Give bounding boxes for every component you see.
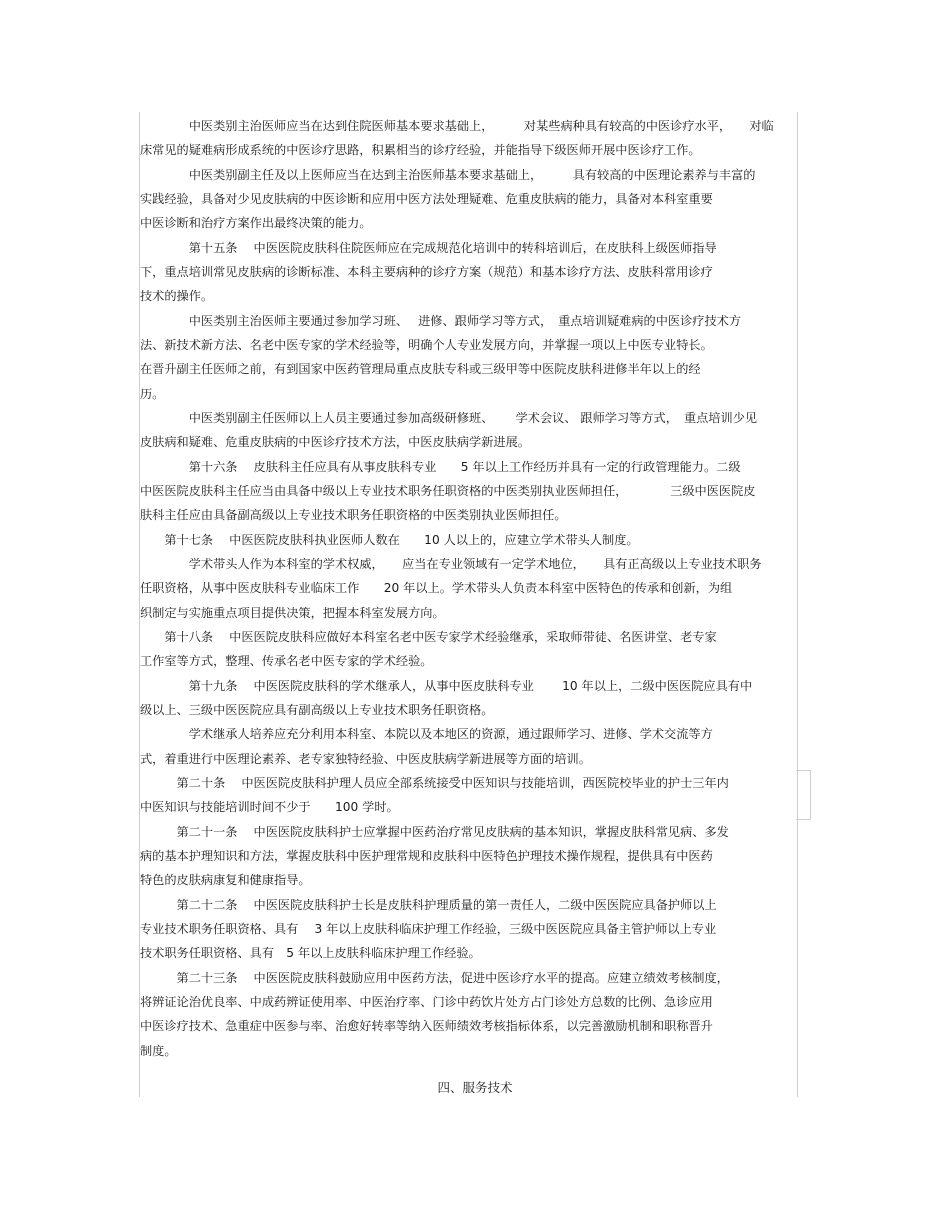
text-line: 第二十二条 中医医院皮肤科护士长是皮肤科护理质量的第一责任人，二级中医医院应具备护师以上: [140, 898, 717, 912]
text-line: 第十五条 中医医院皮肤科住院医师应在完成规范化培训中的转科培训后，在皮肤科上级医师指导: [140, 241, 717, 255]
text-line: 实践经验，具备对少见皮肤病的中医诊断和应用中医方法处理疑难、危重皮肤病的能力，具备对本科室重要: [140, 192, 713, 206]
text-line: 将辨证论治优良率、中成药辨证使用率、中医治疗率、门诊中药饮片处方占门诊处方总数的比例、急诊应用: [140, 995, 713, 1009]
text-line: 病的基本护理知识和方法，掌握皮肤科中医护理常规和皮肤科中医特色护理技术操作规程，提供具有中医药: [140, 849, 713, 863]
text-line: 中医类别副主任医师以上人员主要通过参加高级研修班、 学术会议、 跟师学习等方式， 重点培训少见: [140, 411, 758, 425]
text-line: 中医知识与技能培训时间不少于 100 学时。: [140, 800, 399, 814]
text-line: 专业技术职务任职资格、具有 3 年以上皮肤科临床护理工作经验，三级中医医院应具备主管护师以上专业: [140, 922, 717, 936]
text-line: 在晋升副主任医师之前，有到国家中医药管理局重点皮肤专科或三级甲等中医院皮肤科进修半年以上的经: [140, 362, 701, 376]
text-line: 中医诊断和治疗方案作出最终决策的能力。: [140, 216, 372, 230]
text-line: 法、新技术新方法、名老中医专家的学术经验等，明确个人专业发展方向，并掌握一项以上中医专业特长。: [140, 338, 713, 352]
text-line: 中医类别副主任及以上医师应当在达到主治医师基本要求基础上， 具有较高的中医理论素养与丰富的: [140, 168, 756, 182]
text-line: 肤科主任应由具备副高级以上专业技术职务任职资格的中医类别执业医师担任。: [140, 508, 567, 522]
text-line: 历。: [140, 387, 165, 401]
text-line: 学术继承人培养应充分利用本科室、本院以及本地区的资源，通过跟师学习、进修、学术交流等方: [140, 727, 713, 741]
text-line: 任职资格，从事中医皮肤科专业临床工作 20 年以上。学术带头人负责本科室中医特色的传承和创新，为组: [140, 581, 733, 595]
text-line: 中医诊疗技术、急重症中医参与率、治愈好转率等纳入医师绩效考核指标体系，以完善激励机制和职称晋升: [140, 1019, 713, 1033]
text-line: 第十八条 中医医院皮肤科应做好本科室名老中医专家学术经验继承，采取师带徒、名医讲堂、老专家: [140, 630, 717, 644]
text-line: 级以上、三级中医医院应具有副高级以上专业技术职务任职资格。: [140, 703, 494, 717]
text-line: 工作室等方式，整理、传承名老中医专家的学术经验。: [140, 654, 433, 668]
text-line: 第二十条 中医医院皮肤科护理人员应全部系统接受中医知识与技能培训，西医院校毕业的护士三年内: [140, 776, 729, 790]
text-line: 第十六条 皮肤科主任应具有从事皮肤科专业 5 年以上工作经历并具有一定的行政管理能力。二级: [140, 460, 741, 474]
page-edge-tab: [796, 770, 811, 820]
text-line: 特色的皮肤病康复和健康指导。: [140, 873, 311, 887]
text-line: 床常见的疑难病形成系统的中医诊疗思路，积累相当的诊疗经验，并能指导下级医师开展中医诊疗工作。: [140, 143, 701, 157]
text-line: 中医类别主治医师应当在达到住院医师基本要求基础上， 对某些病种具有较高的中医诊疗水平， 对临: [140, 119, 774, 133]
text-line: 第十九条 中医医院皮肤科的学术继承人，从事中医皮肤科专业 10 年以上，二级中医医院应具有中: [140, 679, 753, 693]
text-line: 中医类别主治医师主要通过参加学习班、 进修、跟师学习等方式， 重点培训疑难病的中医诊疗技术方: [140, 314, 742, 328]
text-line: 第二十一条 中医医院皮肤科护士应掌握中医药治疗常见皮肤病的基本知识，掌握皮肤科常见病、多发: [140, 825, 729, 839]
text-line: 皮肤病和疑难、危重皮肤病的中医诊疗技术方法，中医皮肤病学新进展。: [140, 435, 530, 449]
text-line: 学术带头人作为本科室的学术权威， 应当在专业领域有一定学术地位， 具有正高级以上专业技术职务: [140, 557, 762, 571]
text-line: 式，着重进行中医理论素养、老专家独特经验、中医皮肤病学新进展等方面的培训。: [140, 752, 591, 766]
text-line: 织制定与实施重点项目提供决策，把握本科室发展方向。: [140, 606, 445, 620]
text-line: 制度。: [140, 1044, 177, 1058]
text-line: 第二十三条 中医医院皮肤科鼓励应用中医药方法，促进中医诊疗水平的提高。应建立绩效考核制度，: [140, 971, 729, 985]
text-line: 下，重点培训常见皮肤病的诊断标准、本科主要病种的诊疗方案（规范）和基本诊疗方法、皮肤科常用诊疗: [140, 265, 713, 279]
text-line: 技术的操作。: [140, 289, 214, 303]
section-heading: 四、服务技术: [437, 1080, 513, 1095]
text-line: 技术职务任职资格、具有 5 年以上皮肤科临床护理工作经验。: [140, 946, 481, 960]
text-line: 第十七条 中医医院皮肤科执业医师人数在 10 人以上的，应建立学术带头人制度。: [140, 533, 639, 547]
text-line: 中医医院皮肤科主任应当由具备中级以上专业技术职务任职资格的中医类别执业医师担任， 三级中医医院皮: [140, 484, 756, 498]
